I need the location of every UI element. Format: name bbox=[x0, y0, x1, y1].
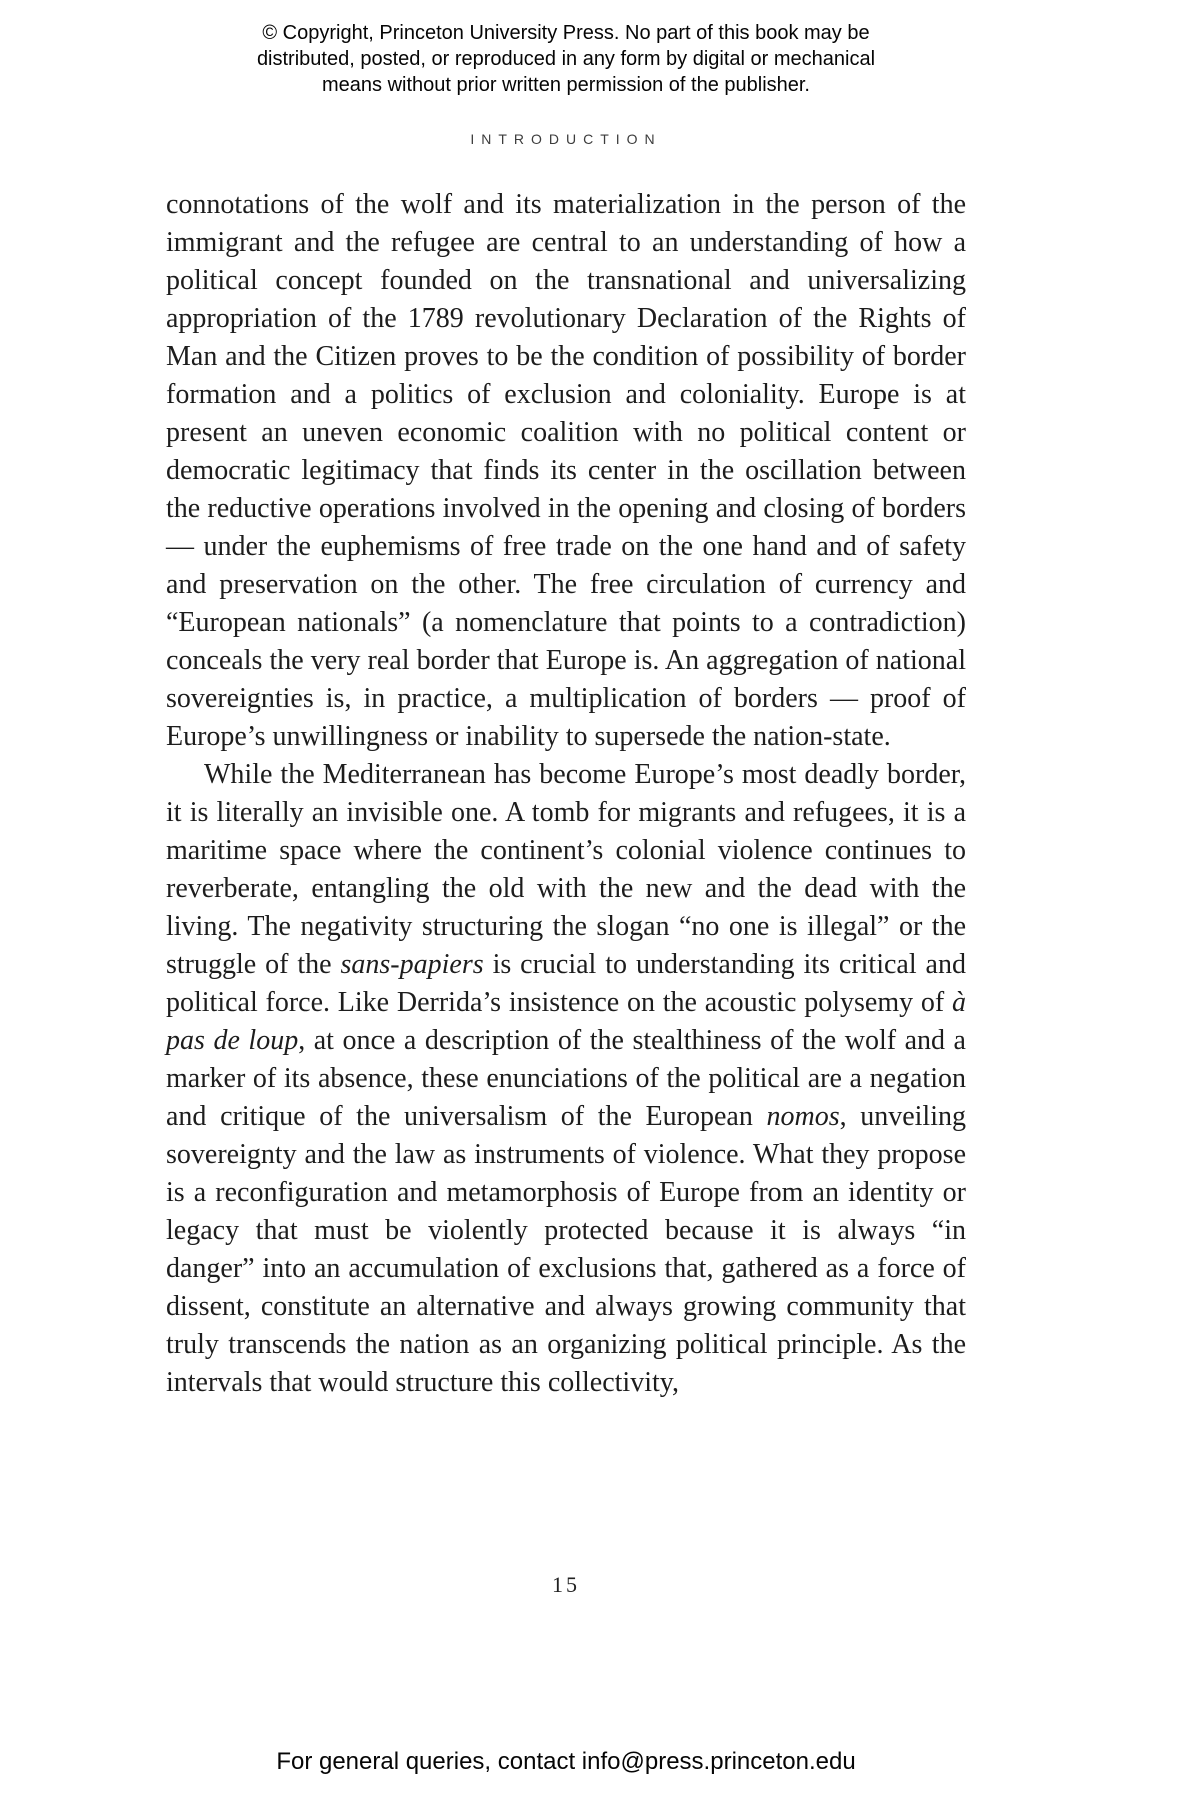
page-number: 15 bbox=[552, 1572, 580, 1597]
text-run: , at once a description of the stealthiness of the wolf and a marker of its absence, these enunciations of the political are a negation and critique of the universalism of the European bbox=[166, 1025, 966, 1132]
text-run: , unveiling sovereignty and the law as instruments of violence. What they propose is a reconfiguration and metamorphosis of Europe from an identity or legacy that must be violently protected because it is always “in danger” into an accumulation of exclusions that, gathered as a force of dissent, constitute an alternative and always growing community that truly transcends the nation as an organizing political principle. As the intervals that would structure this collectivity, bbox=[166, 1101, 966, 1398]
paragraph bbox=[166, 756, 966, 1402]
copyright-line-2: distributed, posted, or reproduced in any form by digital or mechanical bbox=[256, 48, 876, 70]
running-head: INTRODUCTION bbox=[470, 131, 662, 147]
italic-text-run: à pas de loup bbox=[166, 987, 966, 1056]
footer-contact-text: For general queries, contact info@press.princeton.edu bbox=[276, 1748, 856, 1775]
body-text bbox=[166, 186, 966, 1402]
copyright-line-3: means without prior written permission of the publisher. bbox=[321, 74, 810, 96]
copyright-notice bbox=[166, 20, 966, 98]
italic-text-run: nomos bbox=[766, 1101, 840, 1132]
text-run: connotations of the wolf and its materialization in the person of the immigrant and the refugee are central to an understanding of how a political concept founded on the transnational and universalizing appropriation of the 1789 revolutionary Declaration of the Rights of Man and the Citizen proves to be the condition of possibility of border formation and a politics of exclusion and coloniality. Europe is at present an uneven economic coalition with no political content or democratic legitimacy that finds its center in the oscillation between the reductive operations involved in the opening and closing of borders — under the euphemisms of free trade on the one hand and of safety and preservation on the other. The free circulation of currency and “European nationals” (a nomenclature that points to a contradiction) conceals the very real border that Europe is. An aggregation of national sovereignties is, in practice, a multiplication of borders — proof of Europe’s unwillingness or inability to supersede the nation-state. bbox=[166, 189, 966, 752]
copyright-line-1: © Copyright, Princeton University Press. No part of this book may be bbox=[262, 22, 870, 44]
text-run: While the Mediterranean has become Europe’s most deadly border, it is literally an invisible one. A tomb for migrants and refugees, it is a maritime space where the continent’s colonial violence continues to reverberate, entangling the old with the new and the dead with the living. The negativity structuring the slogan “no one is illegal” or the struggle of the bbox=[166, 759, 966, 980]
text-run: is crucial to understanding its critical and political force. Like Derrida’s insistence on the acoustic polysemy of bbox=[166, 949, 966, 1018]
paragraph bbox=[166, 186, 966, 756]
page-footer bbox=[166, 1748, 966, 1776]
italic-text-run: sans-papiers bbox=[340, 949, 484, 980]
